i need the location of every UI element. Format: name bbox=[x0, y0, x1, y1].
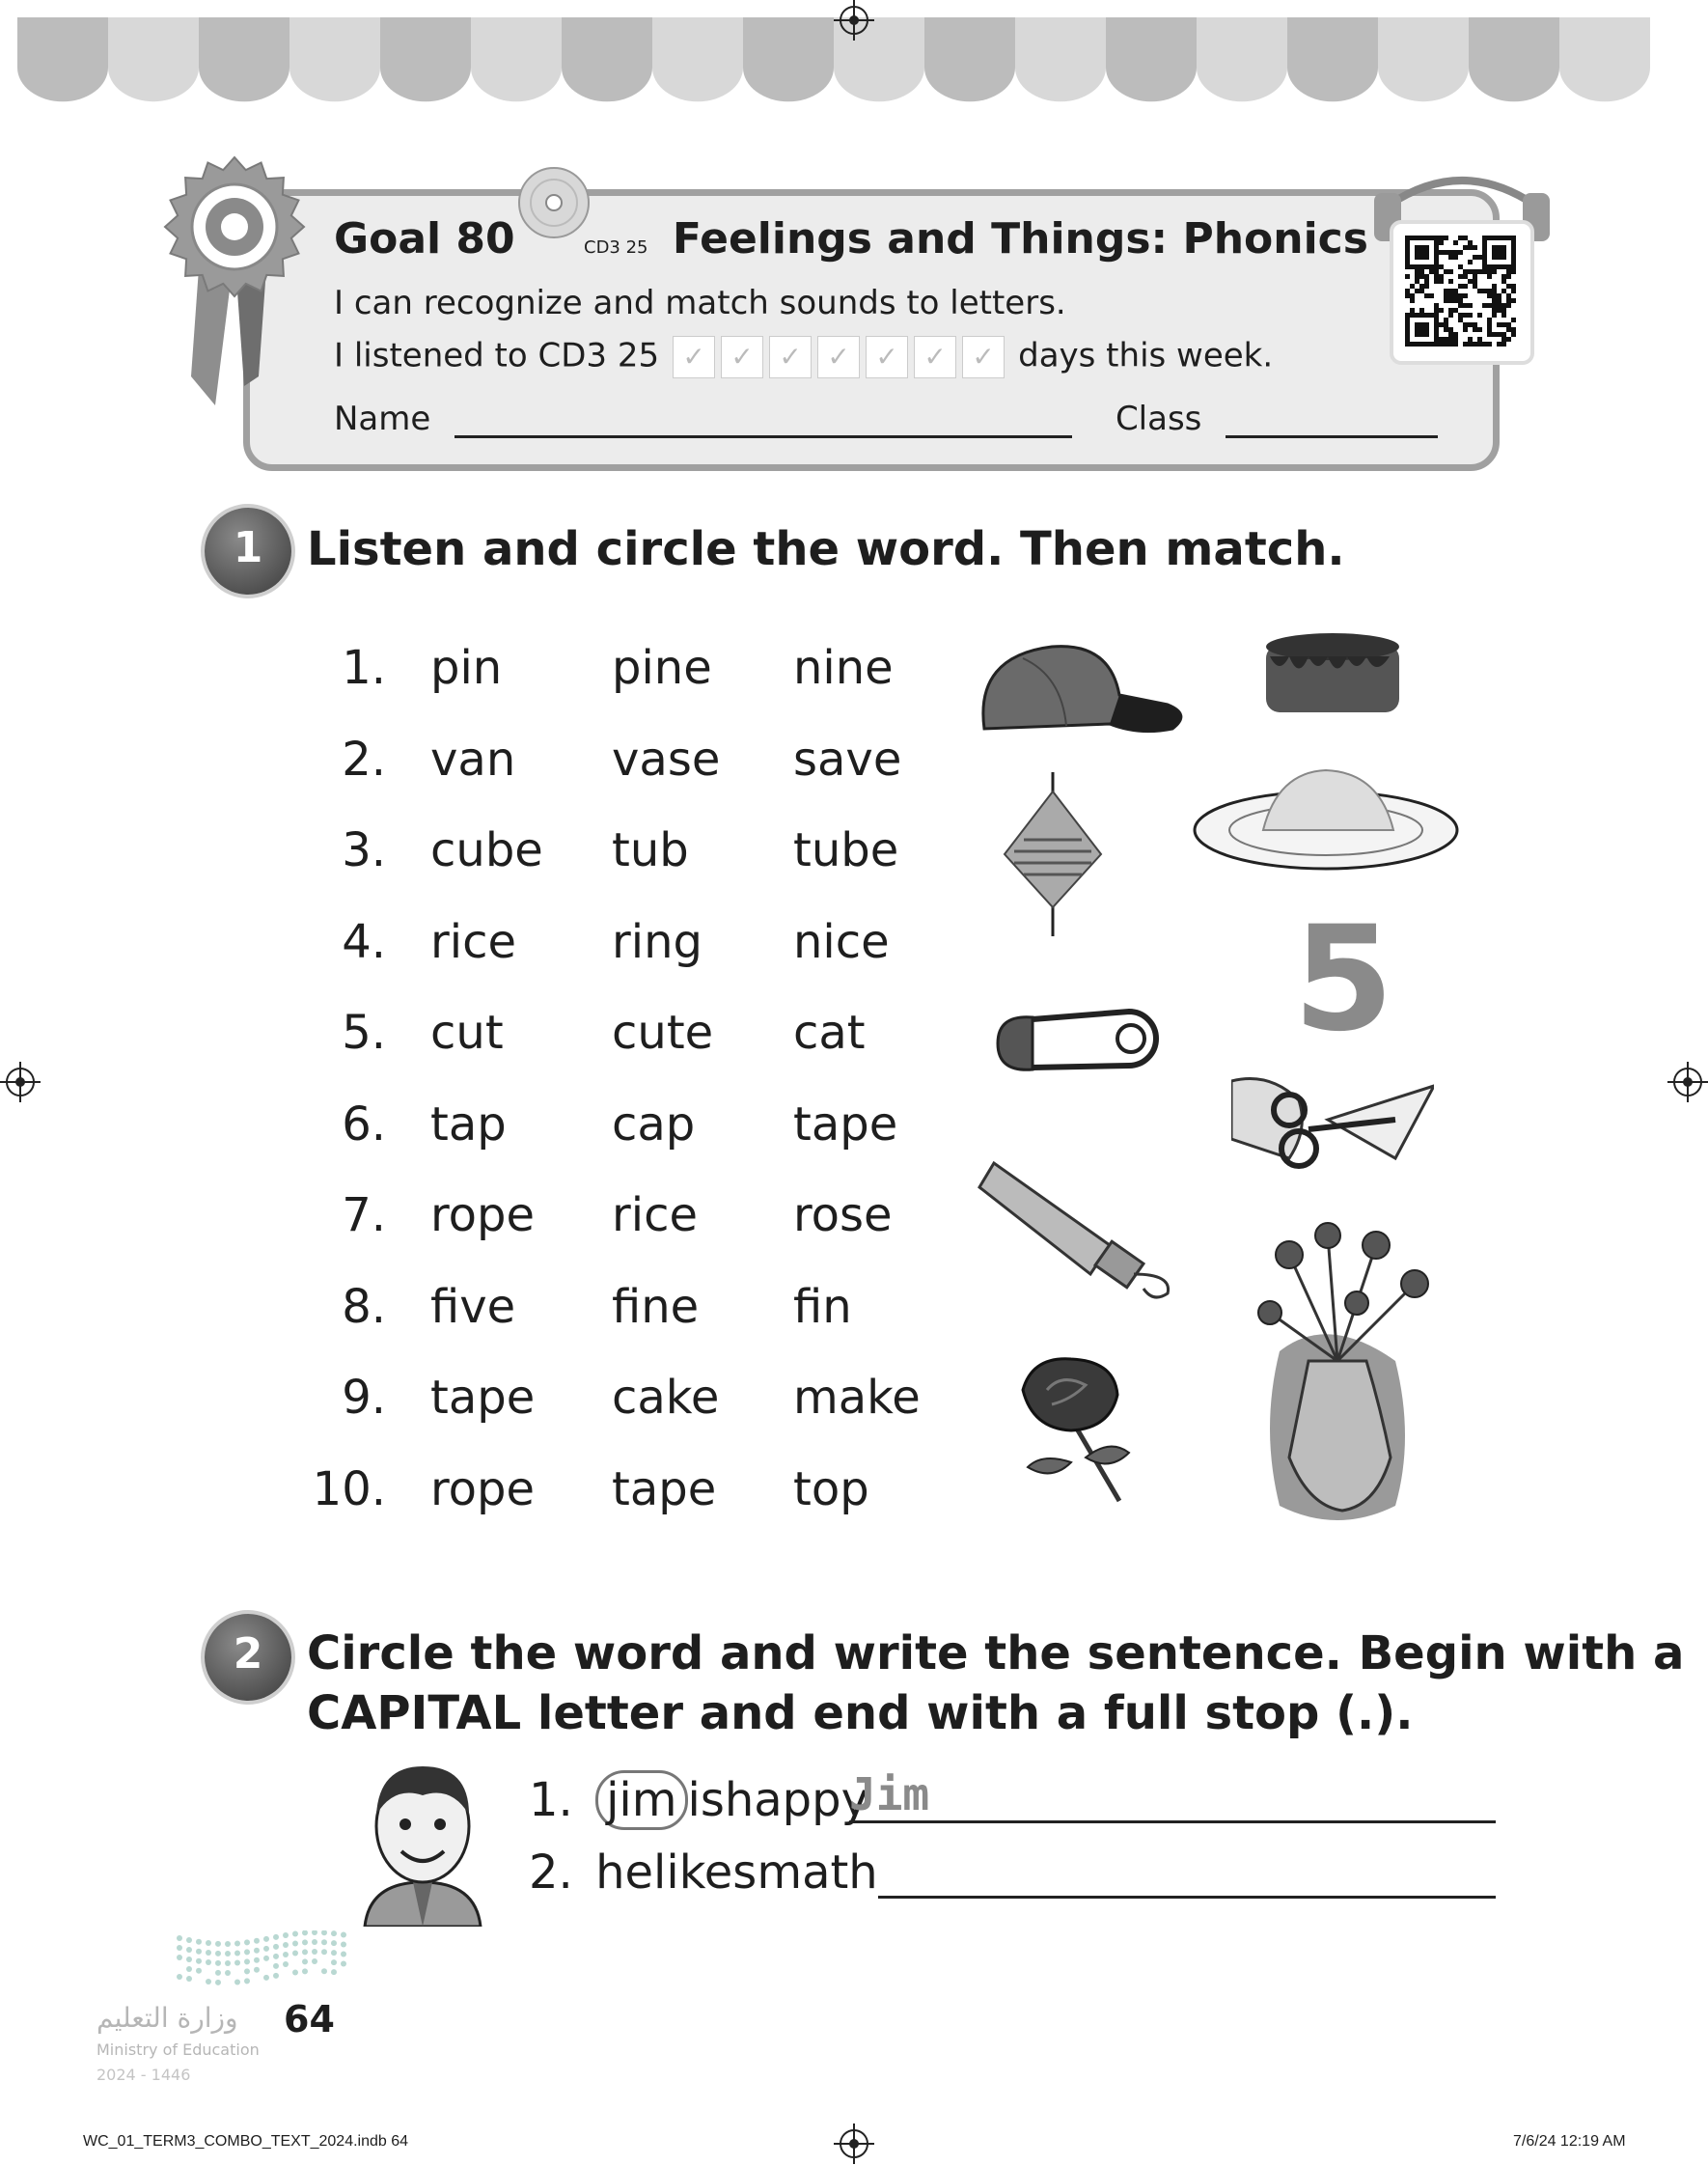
answer-line-2[interactable] bbox=[878, 1896, 1496, 1899]
item-2-number: 2. bbox=[529, 1846, 573, 1900]
row-number: 2. bbox=[342, 732, 386, 787]
word-option[interactable]: tube bbox=[793, 823, 899, 877]
spinning-top-icon[interactable] bbox=[1000, 772, 1106, 936]
word-option[interactable]: fine bbox=[612, 1279, 700, 1334]
word-option[interactable]: save bbox=[793, 732, 902, 787]
word-row bbox=[309, 733, 946, 791]
rose-icon[interactable] bbox=[1004, 1351, 1158, 1506]
word-option[interactable]: rope bbox=[430, 1461, 536, 1516]
word-row bbox=[309, 1006, 946, 1064]
example-answer: Jim bbox=[849, 1768, 930, 1820]
row-number: 1. bbox=[342, 641, 386, 695]
section-1-instruction: Listen and circle the word. Then match. bbox=[307, 522, 1345, 576]
registration-mark-left bbox=[6, 1068, 35, 1096]
row-number: 5. bbox=[342, 1006, 386, 1060]
objective-text: I can recognize and match sounds to letters. bbox=[334, 284, 1066, 322]
word-option[interactable]: cap bbox=[612, 1096, 696, 1152]
safety-pin-icon[interactable] bbox=[994, 1000, 1160, 1081]
scissors-cutting-icon[interactable] bbox=[1231, 1062, 1434, 1187]
word-option[interactable]: fin bbox=[793, 1279, 852, 1334]
day-checkbox[interactable]: ✓ bbox=[866, 336, 908, 378]
word-option[interactable]: make bbox=[793, 1371, 921, 1425]
page-number: 64 bbox=[284, 1998, 335, 2040]
footer-file: WC_01_TERM3_COMBO_TEXT_2024.indb 64 bbox=[83, 2133, 409, 2150]
row-number: 7. bbox=[342, 1188, 386, 1242]
word-option[interactable]: cat bbox=[793, 1006, 866, 1060]
award-ribbon-icon bbox=[162, 145, 307, 415]
row-number: 10. bbox=[312, 1461, 386, 1516]
word-option[interactable]: tap bbox=[430, 1096, 507, 1152]
class-label: Class bbox=[1115, 400, 1202, 438]
name-field[interactable] bbox=[455, 406, 1072, 438]
section-2-number: 2 bbox=[205, 1614, 291, 1701]
number-five-picture[interactable]: 5 bbox=[1293, 896, 1394, 1064]
row-number: 6. bbox=[342, 1096, 386, 1152]
word-row bbox=[309, 1280, 946, 1338]
word-row bbox=[309, 1371, 946, 1429]
word-option[interactable]: vase bbox=[612, 732, 721, 787]
row-number: 3. bbox=[342, 823, 386, 877]
paint-tube-icon[interactable] bbox=[975, 1158, 1177, 1303]
row-number: 9. bbox=[342, 1371, 386, 1425]
word-option[interactable]: rose bbox=[793, 1188, 893, 1242]
word-option[interactable]: rice bbox=[430, 914, 516, 969]
plate-of-rice-icon[interactable] bbox=[1191, 753, 1461, 898]
word-option[interactable]: van bbox=[430, 732, 516, 787]
ministry-english: Ministry of Education bbox=[96, 2040, 260, 2059]
word-row bbox=[309, 1462, 946, 1520]
listened-prefix: I listened to CD3 25 bbox=[334, 336, 660, 375]
word-option[interactable]: tape bbox=[612, 1461, 717, 1516]
word-option[interactable]: nine bbox=[793, 641, 894, 695]
circled-word[interactable]: jim bbox=[595, 1770, 687, 1830]
word-option[interactable]: five bbox=[430, 1279, 516, 1334]
day-checkbox[interactable]: ✓ bbox=[721, 336, 763, 378]
cake-icon[interactable] bbox=[1260, 627, 1405, 724]
word-option[interactable]: pine bbox=[612, 641, 712, 695]
day-checkbox[interactable]: ✓ bbox=[673, 336, 715, 378]
class-field[interactable] bbox=[1226, 406, 1438, 438]
word-option[interactable]: cube bbox=[430, 823, 543, 877]
word-option[interactable]: nice bbox=[793, 914, 890, 969]
flower-vase-icon[interactable] bbox=[1251, 1216, 1434, 1525]
ministry-year: 2024 - 1446 bbox=[96, 2066, 191, 2084]
day-checkbox[interactable]: ✓ bbox=[817, 336, 860, 378]
day-checkbox[interactable]: ✓ bbox=[962, 336, 1005, 378]
name-class-line bbox=[334, 400, 1438, 438]
word-option[interactable]: cake bbox=[612, 1371, 720, 1425]
sentence-item-1 bbox=[529, 1770, 868, 1830]
day-checkboxes bbox=[673, 336, 1005, 378]
item-2-text: helikesmath bbox=[595, 1846, 878, 1900]
word-option[interactable]: rice bbox=[612, 1188, 698, 1242]
day-checkbox[interactable]: ✓ bbox=[914, 336, 956, 378]
goal-label: Goal 80 bbox=[334, 214, 515, 264]
answer-line-1[interactable] bbox=[849, 1820, 1496, 1823]
word-option[interactable]: top bbox=[793, 1461, 869, 1516]
registration-mark-right bbox=[1673, 1068, 1702, 1096]
day-checkbox[interactable]: ✓ bbox=[769, 336, 812, 378]
word-option[interactable]: tape bbox=[430, 1371, 536, 1425]
registration-mark-top bbox=[840, 6, 868, 35]
name-label: Name bbox=[334, 400, 431, 438]
word-row bbox=[309, 1188, 946, 1246]
headphones-qr-icon bbox=[1370, 166, 1554, 369]
listened-line bbox=[334, 336, 1273, 378]
item-1-rest: ishappy bbox=[687, 1773, 869, 1827]
cap-icon[interactable] bbox=[975, 637, 1187, 743]
ministry-arabic: وزارة التعليم bbox=[96, 2002, 238, 2034]
row-number: 8. bbox=[342, 1279, 386, 1334]
word-option[interactable]: ring bbox=[612, 914, 702, 969]
word-row bbox=[309, 641, 946, 699]
section-2-instruction-line2: CAPITAL letter and end with a full stop (.). bbox=[307, 1686, 1414, 1740]
word-option[interactable]: tape bbox=[793, 1096, 898, 1152]
goal-title: Feelings and Things: Phonics bbox=[672, 214, 1368, 264]
word-option[interactable]: pin bbox=[430, 641, 503, 695]
registration-mark-bottom bbox=[840, 2129, 868, 2158]
word-row bbox=[309, 1097, 946, 1155]
boy-avatar-icon bbox=[355, 1757, 490, 1927]
word-option[interactable]: cut bbox=[430, 1006, 504, 1060]
section-2-instruction-line1: Circle the word and write the sentence. Begin with a bbox=[307, 1626, 1685, 1680]
footer-datetime: 7/6/24 12:19 AM bbox=[1513, 2133, 1626, 2150]
cd-track-label: CD3 25 bbox=[584, 237, 648, 258]
word-row bbox=[309, 823, 946, 881]
item-1-number: 1. bbox=[529, 1773, 573, 1827]
section-1-number: 1 bbox=[205, 508, 291, 595]
word-option[interactable]: rope bbox=[430, 1188, 536, 1242]
word-row bbox=[309, 915, 946, 973]
row-number: 4. bbox=[342, 914, 386, 969]
word-option[interactable]: tub bbox=[612, 823, 689, 877]
listened-suffix: days this week. bbox=[1018, 336, 1274, 375]
goal-title-line bbox=[334, 214, 1368, 264]
word-option[interactable]: cute bbox=[612, 1006, 714, 1060]
sentence-item-2 bbox=[529, 1846, 878, 1900]
ministry-dots-logo-icon bbox=[174, 1930, 347, 1988]
